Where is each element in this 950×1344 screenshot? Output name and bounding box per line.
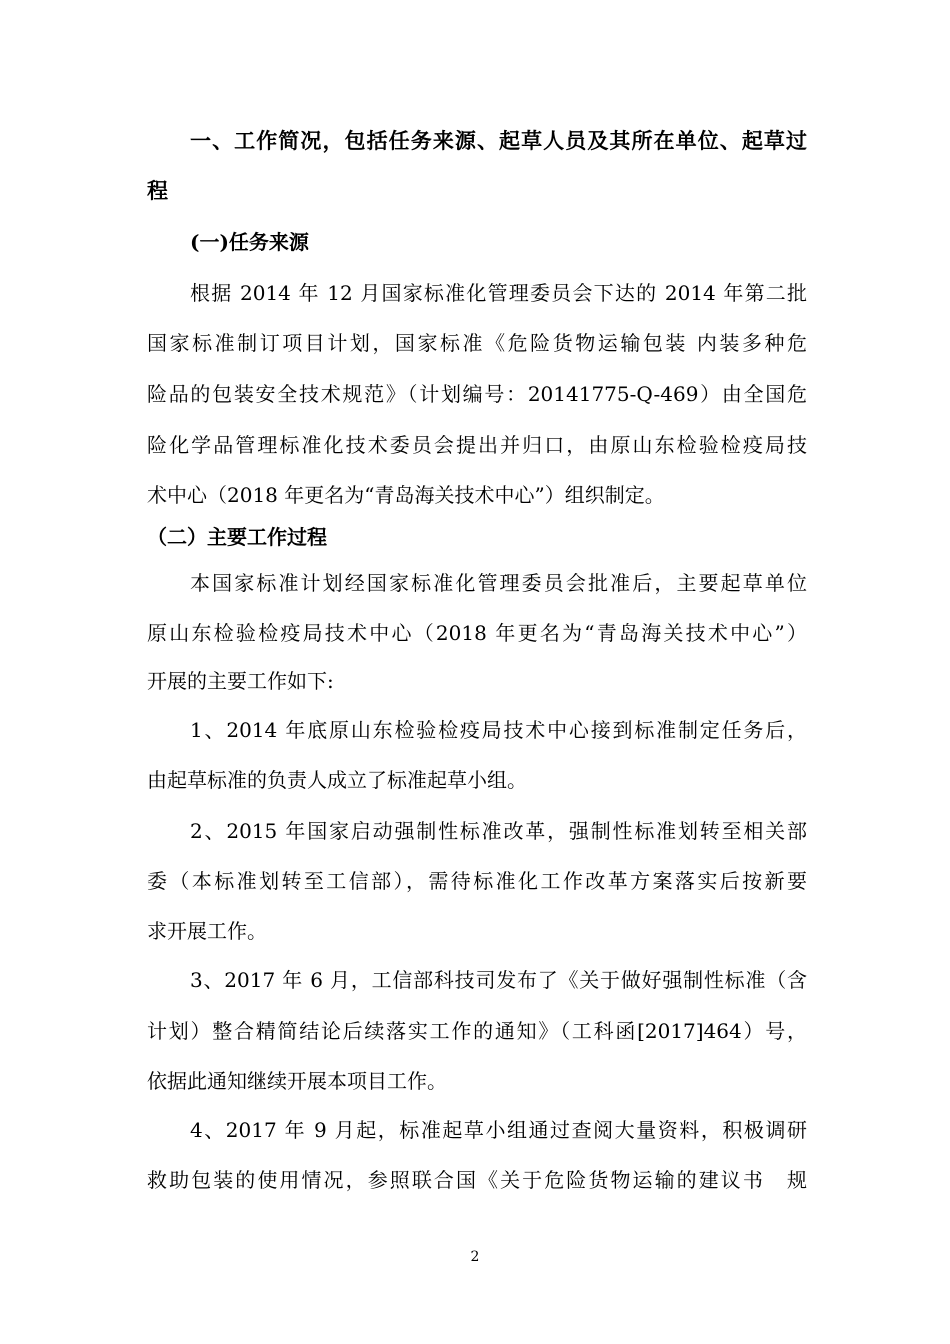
section-heading-line-1: 一、工作简况，包括任务来源、起草人员及其所在单位、起草过 (190, 128, 807, 153)
list-item-line: 由起草标准的负责人成立了标准起草小组。 (147, 768, 527, 792)
section-heading-line-2: 程 (147, 178, 168, 203)
paragraph-line: 国家标准制订项目计划，国家标准《危险货物运输包装 内装多种危 (147, 331, 807, 355)
subsection-title-work-process: （二）主要工作过程 (147, 525, 327, 549)
paragraph-line: 术中心（2018 年更名为“青岛海关技术中心”）组织制定。 (147, 483, 665, 507)
paragraph-line: 险品的包装安全技术规范》（计划编号：20141775-Q-469）由全国危 (147, 382, 807, 406)
list-item-line: 救助包装的使用情况，参照联合国《关于危险货物运输的建议书 规 (147, 1168, 807, 1192)
list-item-line: 1、2014 年底原山东检验检疫局技术中心接到标准制定任务后， (190, 718, 807, 742)
subsection-title-task-source: (一)任务来源 (190, 230, 309, 254)
paragraph-line: 开展的主要工作如下: (147, 669, 334, 693)
paragraph-line: 根据 2014 年 12 月国家标准化管理委员会下达的 2014 年第二批 (190, 281, 807, 305)
list-item-line: 委（本标准划转至工信部），需待标准化工作改革方案落实后按新要 (147, 869, 807, 893)
list-item-line: 依据此通知继续开展本项目工作。 (147, 1069, 447, 1093)
paragraph-line: 原山东检验检疫局技术中心（2018 年更名为“青岛海关技术中心”） (147, 621, 807, 645)
list-item-line: 2、2015 年国家启动强制性标准改革，强制性标准划转至相关部 (190, 819, 807, 843)
paragraph-line: 本国家标准计划经国家标准化管理委员会批准后，主要起草单位 (190, 571, 807, 595)
list-item-line: 3、2017 年 6 月，工信部科技司发布了《关于做好强制性标准（含 (190, 968, 807, 992)
list-item-line: 求开展工作。 (147, 919, 267, 943)
page-number: 2 (470, 1249, 480, 1265)
paragraph-line: 险化学品管理标准化技术委员会提出并归口，由原山东检验检疫局技 (147, 433, 807, 457)
list-item-line: 4、2017 年 9 月起，标准起草小组通过查阅大量资料，积极调研 (190, 1118, 807, 1142)
list-item-line: 计划）整合精简结论后续落实工作的通知》（工科函[2017]464）号， (147, 1019, 807, 1043)
